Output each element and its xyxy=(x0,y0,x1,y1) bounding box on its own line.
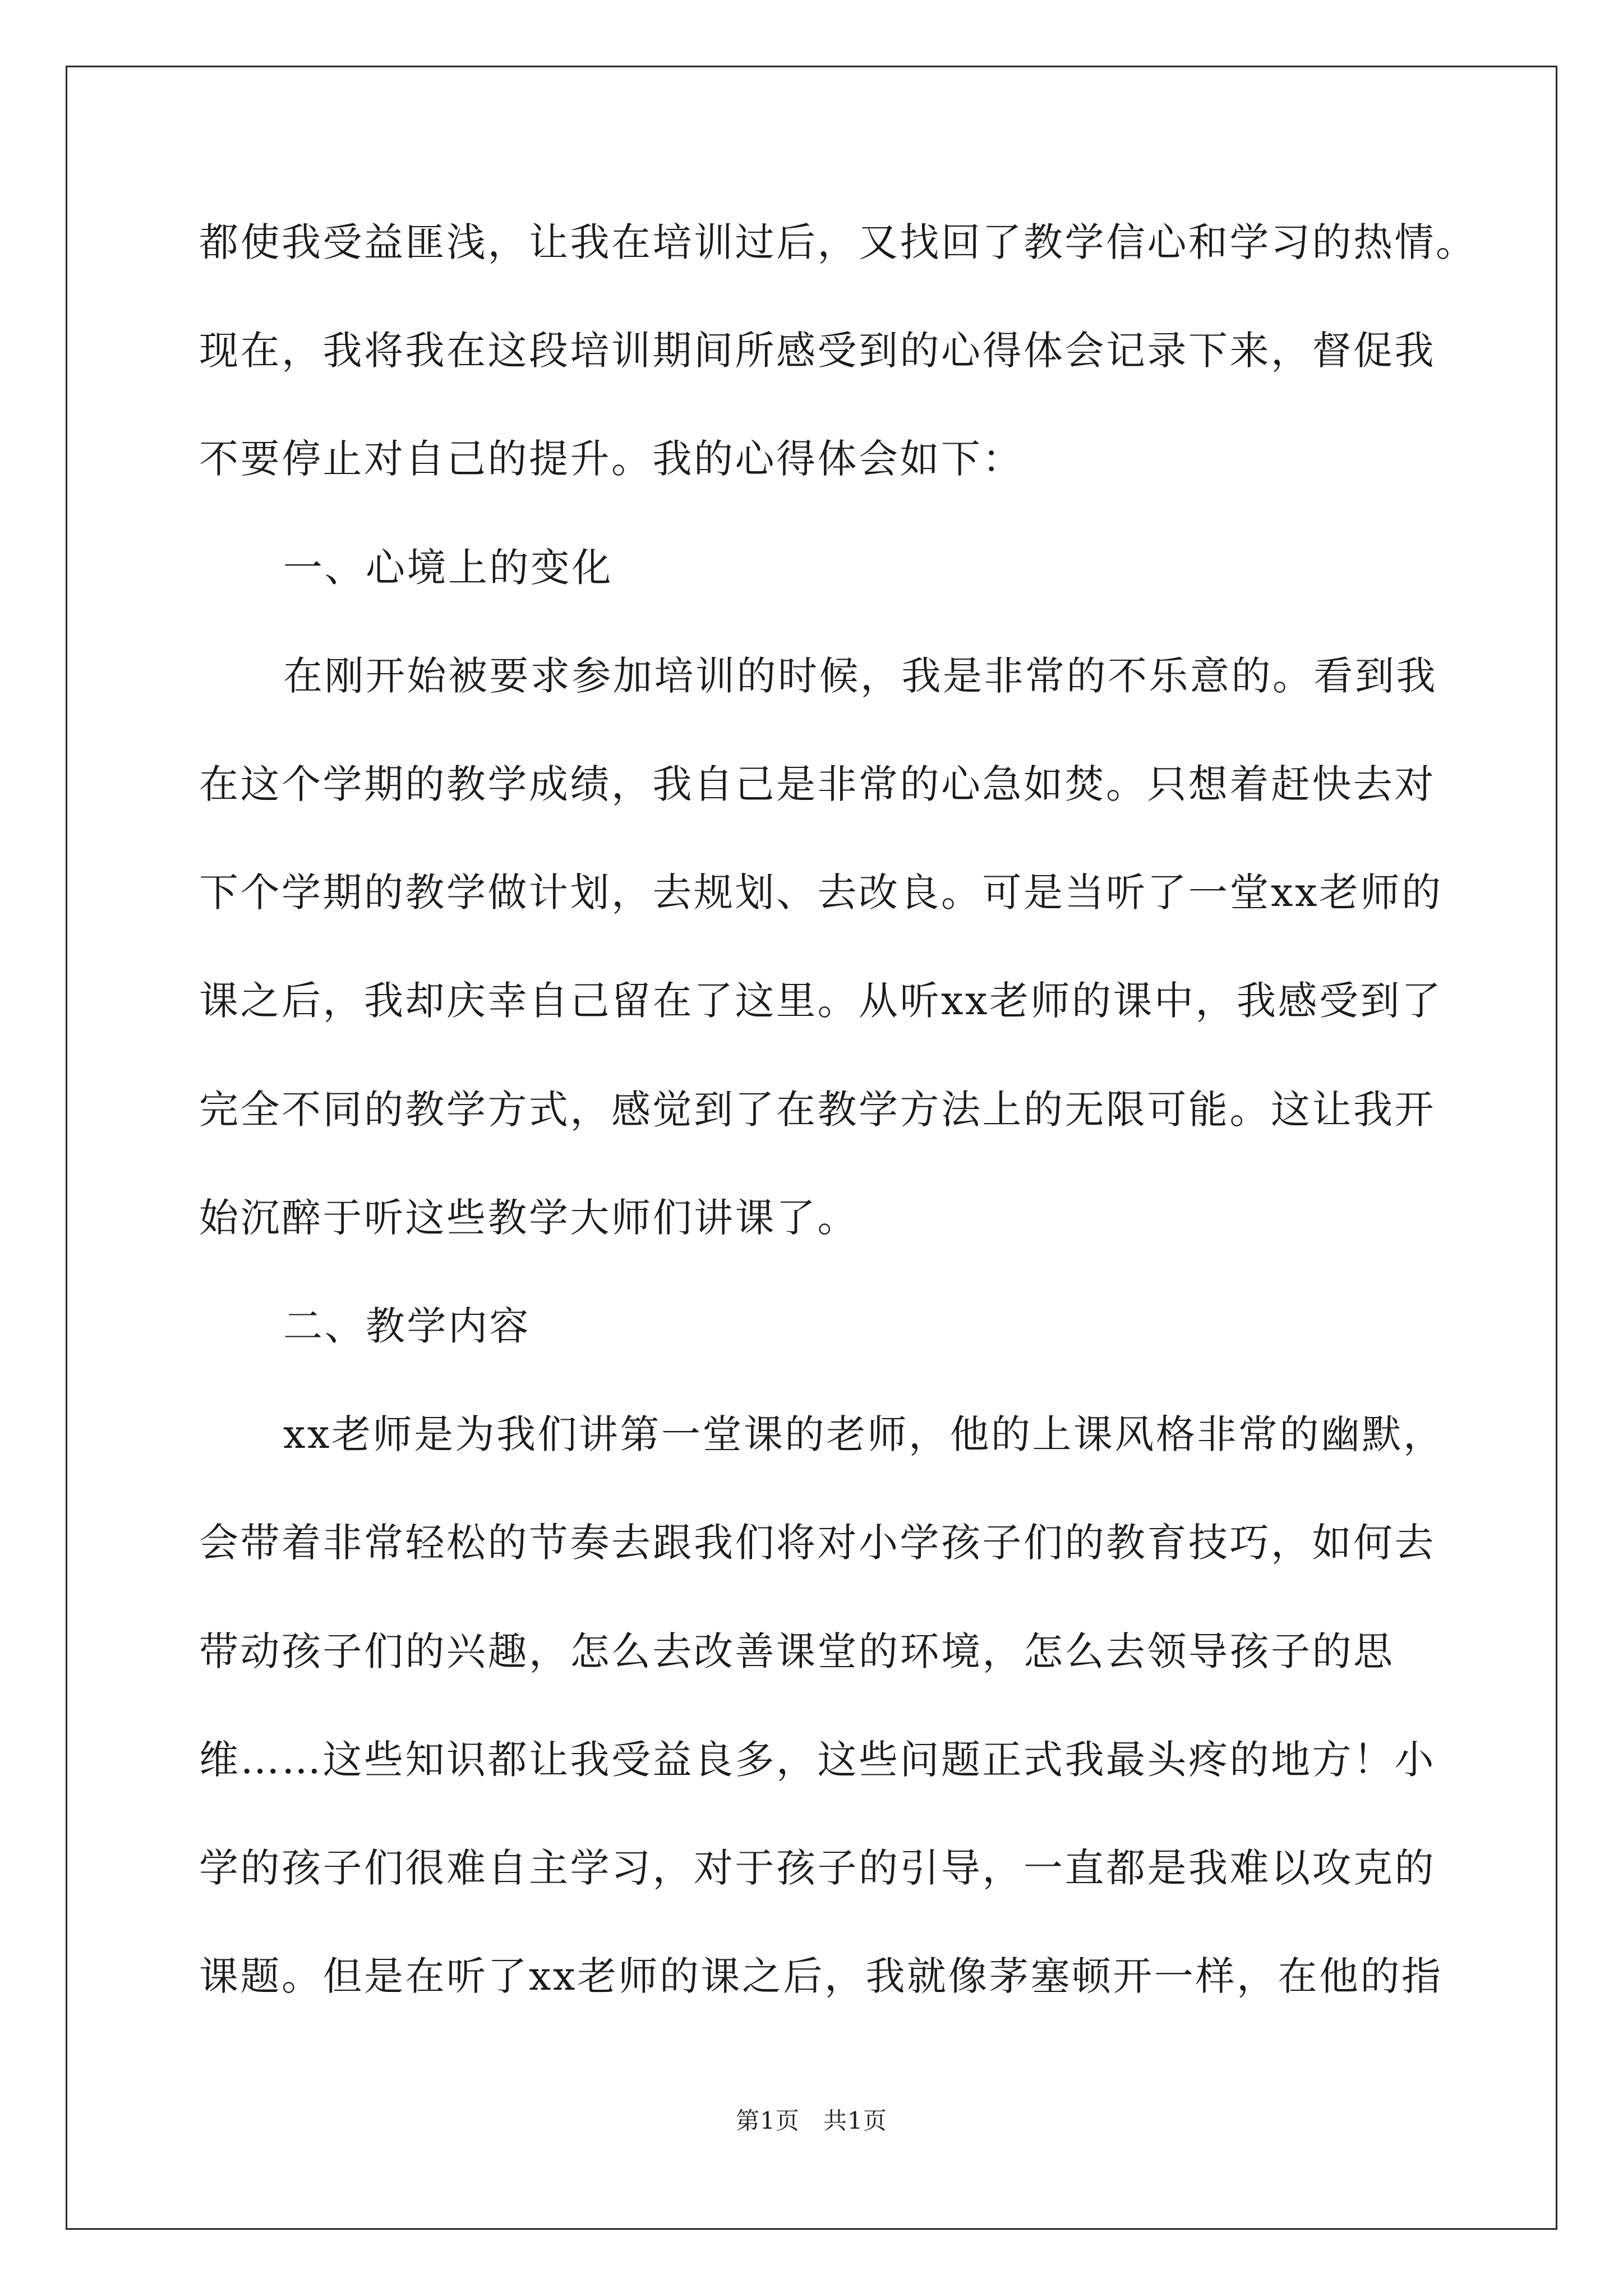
page-number: 第1页 xyxy=(736,2107,800,2134)
text-line: 不要停止对自己的提升。我的心得体会如下： xyxy=(199,436,1023,482)
text-line: 学的孩子们很难自主学习，对于孩子的引导，一直都是我难以攻克的 xyxy=(199,1845,1436,1891)
section-heading-1: 一、心境上的变化 xyxy=(283,544,613,591)
text-line: 维……这些知识都让我受益良多，这些问题正式我最头疼的地方！小 xyxy=(199,1736,1436,1783)
text-line: xx老师是为我们讲第一堂课的老师，他的上课风格非常的幽默， xyxy=(283,1411,1445,1458)
page-border xyxy=(66,66,1557,2230)
section-heading-2: 二、教学内容 xyxy=(283,1303,531,1349)
text-line: 在这个学期的教学成绩，我自己是非常的心急如焚。只想着赶快去对 xyxy=(199,761,1436,807)
text-line: 现在，我将我在这段培训期间所感受到的心得体会记录下来，督促我 xyxy=(199,328,1436,374)
text-line: 会带着非常轻松的节奏去跟我们将对小学孩子们的教育技巧，如何去 xyxy=(199,1520,1436,1566)
text-line: 都使我受益匪浅，让我在培训过后，又找回了教学信心和学习的热情。 xyxy=(199,219,1477,265)
page-total: 共1页 xyxy=(823,2107,887,2134)
text-line: 始沉醉于听这些教学大师们讲课了。 xyxy=(199,1194,859,1241)
page-footer xyxy=(0,2102,1623,2136)
text-line: 课之后，我却庆幸自己留在了这里。从听xx老师的课中，我感受到了 xyxy=(199,978,1443,1024)
text-line: 带动孩子们的兴趣，怎么去改善课堂的环境，怎么去领导孩子的思 xyxy=(199,1628,1395,1674)
text-line: 完全不同的教学方式，感觉到了在教学方法上的无限可能。这让我开 xyxy=(199,1086,1436,1133)
text-line: 在刚开始被要求参加培训的时候，我是非常的不乐意的。看到我 xyxy=(283,652,1437,699)
text-line: 课题。但是在听了xx老师的课之后，我就像茅塞顿开一样，在他的指 xyxy=(199,1953,1443,2000)
text-line: 下个学期的教学做计划，去规划、去改良。可是当听了一堂xx老师的 xyxy=(199,869,1443,916)
